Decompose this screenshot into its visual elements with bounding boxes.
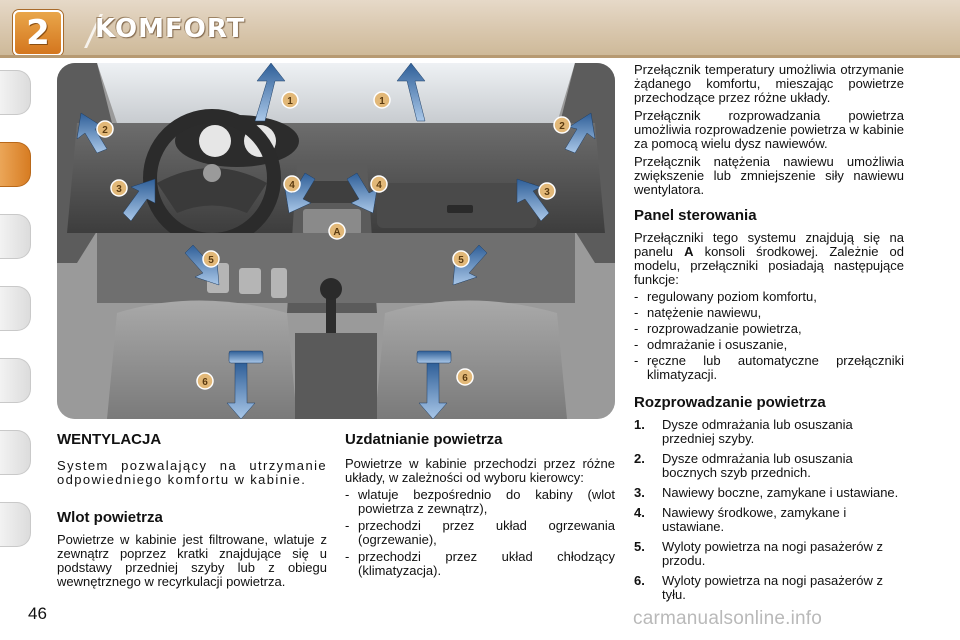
badge-label: 5	[458, 255, 464, 266]
item-number: 6.	[634, 573, 645, 588]
badge-label: 4	[376, 180, 382, 191]
item-text: Wyloty powietrza na nogi pasażerów z przodu.	[662, 539, 883, 568]
distribution-item-2	[634, 452, 904, 480]
badge-6-right	[457, 369, 473, 385]
distribution-item-1	[634, 418, 904, 446]
badge-2-left	[97, 121, 113, 137]
panel-function-item: - rozprowadzanie powietrza,	[634, 322, 904, 336]
item-text: Dysze odmrażania lub osuszania przedniej szyby.	[662, 417, 853, 446]
item-number: 3.	[634, 485, 645, 500]
wlot-heading: Wlot powietrza	[57, 509, 163, 526]
temperature-paragraph: Przełącznik temperatury umożliwia otrzymanie żądanego komfortu, mieszając powietrze przechodzące przez różne układy.	[634, 62, 904, 105]
rear-vent-left	[229, 351, 263, 363]
chapter-tab-5[interactable]	[0, 358, 31, 403]
badge-4-right	[371, 176, 387, 192]
pedal-brake	[239, 268, 261, 294]
wentylacja-heading: WENTYLACJA	[57, 431, 162, 448]
badge-label: 3	[116, 184, 122, 195]
peugeot-logo-icon	[203, 164, 221, 182]
chapter-tab-6[interactable]	[0, 430, 31, 475]
chapter-tab-7[interactable]	[0, 502, 31, 547]
chapter-tab-2-active[interactable]	[0, 142, 31, 187]
cabin-drawing	[57, 63, 615, 419]
chapter-title: KOMFORT	[95, 14, 246, 44]
badge-label: 2	[559, 121, 565, 132]
badge-6-left	[197, 373, 213, 389]
badge-1-left	[282, 92, 298, 108]
pedal-accelerator	[271, 268, 287, 298]
distribution-item-5	[634, 540, 904, 568]
badge-label: A	[333, 227, 341, 238]
uzdatnianie-item: - wlatuje bezpośrednio do kabiny (wlot powietrza z zewnątrz),	[345, 488, 615, 516]
wlot-text: Powietrze w kabinie jest filtrowane, wlatuje z zewnątrz poprzez kratki znajdujące się u podstawy przedniej szyby lub z obiegu wewnętrznego w recyrkulacji powietrza.	[57, 532, 327, 589]
panel-heading: Panel sterowania	[634, 207, 757, 224]
badge-label: 6	[462, 373, 468, 384]
watermark: carmanualsonline.info	[633, 608, 823, 629]
panel-label-a: A	[684, 244, 694, 259]
badge-4-left	[284, 176, 300, 192]
distribution-item-3	[634, 486, 904, 500]
chapter-tab-strip	[0, 70, 32, 575]
windshield	[97, 63, 575, 123]
chapter-tab-1[interactable]	[0, 70, 31, 115]
chapter-number-badge: 2	[13, 10, 63, 56]
distribution-item-6	[634, 574, 904, 602]
rear-vent-right	[417, 351, 451, 363]
badge-label: 5	[208, 255, 214, 266]
middle-column	[345, 431, 615, 578]
panel-text	[634, 231, 904, 287]
badge-3-right	[539, 183, 555, 199]
uzdatnianie-item: - przechodzi przez układ chłodzący (klimatyzacja).	[345, 550, 615, 578]
item-text: Nawiewy środkowe, zamykane i ustawiane.	[662, 505, 847, 534]
badge-label: 4	[289, 180, 295, 191]
chapter-tab-3[interactable]	[0, 214, 31, 259]
badge-2-right	[554, 117, 570, 133]
panel-function-item: - regulowany poziom komfortu,	[634, 290, 904, 304]
item-number: 1.	[634, 417, 645, 432]
wentylacja-text: System pozwalający na utrzymanie odpowiedniego komfortu w kabinie.	[57, 458, 327, 487]
badge-5-left	[203, 251, 219, 267]
item-text: Dysze odmrażania lub osuszania bocznych szyb przednich.	[662, 451, 853, 480]
uzdatnianie-item: - przechodzi przez układ ogrzewania (ogrzewanie),	[345, 519, 615, 547]
panel-text-end: konsoli środkowej. Zależnie od modelu, przełączniki posiadają następujące funkcje:	[634, 244, 904, 287]
badge-3-left	[111, 180, 127, 196]
panel-function-item: - ręczne lub automatyczne przełączniki klimatyzacji.	[634, 354, 904, 382]
passenger-seat	[375, 301, 567, 420]
distribution-heading: Rozprowadzanie powietrza	[634, 394, 826, 411]
badge-label: 1	[287, 96, 293, 107]
item-number: 2.	[634, 451, 645, 466]
badge-label: 1	[379, 96, 385, 107]
item-text: Nawiewy boczne, zamykane i ustawiane.	[662, 485, 899, 500]
uzdatnianie-intro: Powietrze w kabinie przechodzi przez różne układy, w zależności od wyboru kierowcy:	[345, 456, 615, 485]
driver-seat	[107, 301, 297, 420]
item-number: 5.	[634, 539, 645, 554]
panel-function-item: - odmrażanie i osuszanie,	[634, 338, 904, 352]
gear-knob	[320, 278, 342, 300]
cabin-illustration	[57, 63, 615, 419]
chapter-header	[0, 0, 960, 58]
item-text: Wyloty powietrza na nogi pasażerów z tyłu.	[662, 573, 883, 602]
badge-1-right	[374, 92, 390, 108]
page-number: 46	[28, 604, 47, 623]
speedometer	[199, 125, 231, 157]
item-number: 4.	[634, 505, 645, 520]
distribution-list	[634, 418, 904, 602]
center-tunnel	[295, 333, 377, 419]
fan-paragraph: Przełącznik natężenia nawiewu umożliwia zwiększenie lub zmniejszenie siły nawiewu wentylatora.	[634, 154, 904, 197]
chapter-tab-4[interactable]	[0, 286, 31, 331]
badge-5-right	[453, 251, 469, 267]
uzdatnianie-heading: Uzdatnianie powietrza	[345, 431, 503, 448]
badge-label: 6	[202, 377, 208, 388]
right-column	[634, 63, 904, 602]
badge-a	[329, 223, 345, 239]
panel-text-start: Przełączniki tego systemu znajdują się na panelu	[634, 230, 904, 259]
badge-label: 2	[102, 125, 108, 136]
panel-function-item: - natężenie nawiewu,	[634, 306, 904, 320]
left-column	[57, 431, 327, 589]
glovebox-handle	[447, 205, 473, 213]
distribution-item-4	[634, 506, 904, 534]
badge-label: 3	[544, 187, 550, 198]
distribution-paragraph: Przełącznik rozprowadzania powietrza umożliwia rozprowadzenie powietrza w kabinie za pomocą wielu dysz nawiewów.	[634, 108, 904, 151]
